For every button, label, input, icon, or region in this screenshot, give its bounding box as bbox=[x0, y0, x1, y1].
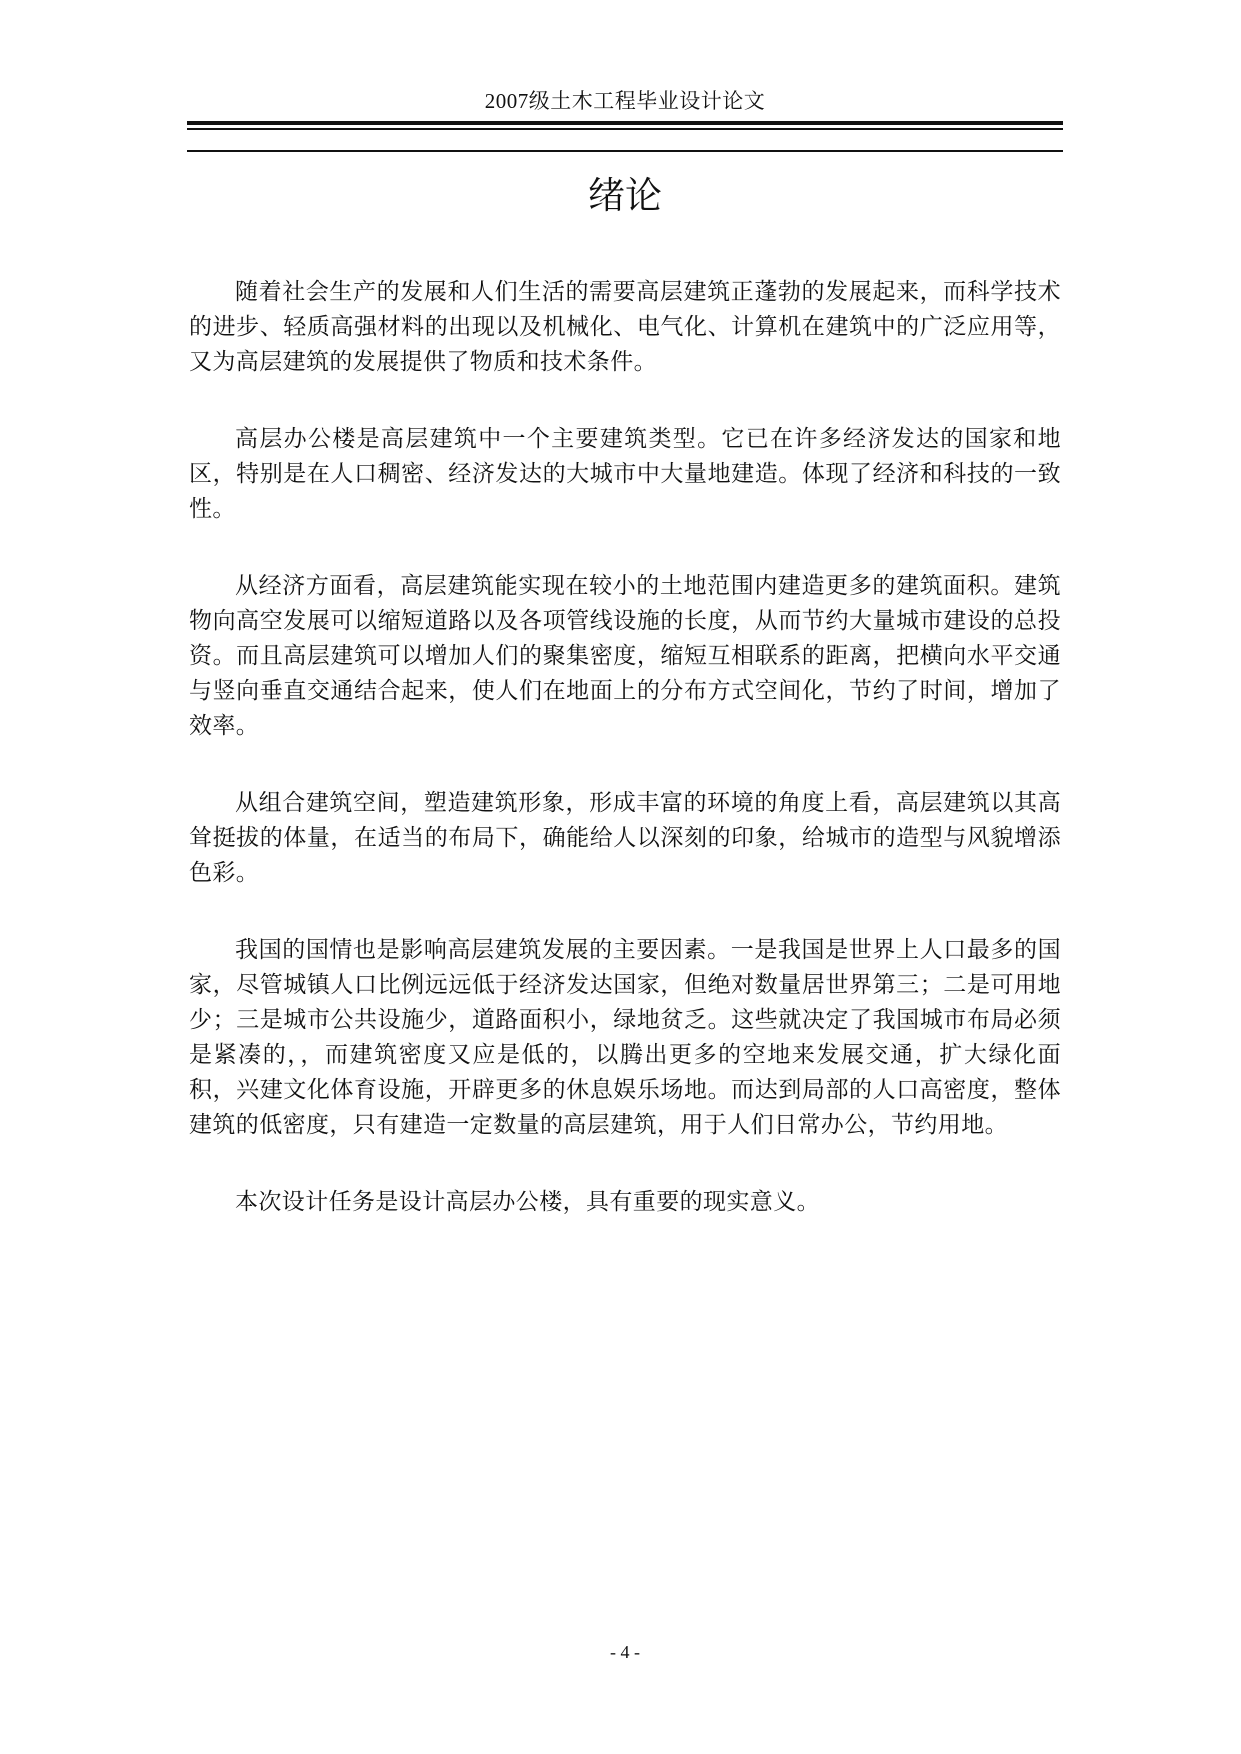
paragraph-1: 随着社会生产的发展和人们生活的需要高层建筑正蓬勃的发展起来，而科学技术的进步、轻质高强材料的出现以及机械化、电气化、计算机在建筑中的广泛应用等，又为高层建筑的发展提供了物质和技术条件。 bbox=[189, 279, 1061, 375]
paragraph-2: 高层办公楼是高层建筑中一个主要建筑类型。它已在许多经济发达的国家和地区，特别是在人口稠密、经济发达的大城市中大量地建造。体现了经济和科技的一致性。 bbox=[189, 426, 1061, 522]
header-rule-lower bbox=[187, 150, 1063, 152]
page-number: - 4 - bbox=[610, 1642, 640, 1662]
header-rule-thick bbox=[187, 121, 1063, 125]
paragraph-4: 从组合建筑空间，塑造建筑形象，形成丰富的环境的角度上看，高层建筑以其高耸挺拔的体量，在适当的布局下，确能给人以深刻的印象，给城市的造型与风貌增添色彩。 bbox=[189, 790, 1061, 886]
header-rule-thin bbox=[187, 128, 1063, 130]
paragraph-5: 我国的国情也是影响高层建筑发展的主要因素。一是我国是世界上人口最多的国家，尽管城镇人口比例远远低于经济发达国家，但绝对数量居世界第三；二是可用地少；三是城市公共设施少，道路面积小，绿地贫乏。这些就决定了我国城市布局必须是紧凑的，，而建筑密度又应是低的，以腾出更多的空地来发展交通，扩大绿化面积，兴建文化体育设施，开辟更多的休息娱乐场地。而达到局部的人口高密度，整体建筑的低密度，只有建造一定数量的高层建筑，用于人们日常办公，节约用地。 bbox=[189, 937, 1061, 1138]
body-text bbox=[189, 275, 1061, 1262]
paragraph-3: 从经济方面看，高层建筑能实现在较小的土地范围内建造更多的建筑面积。建筑物向高空发展可以缩短道路以及各项管线设施的长度，从而节约大量城市建设的总投资。而且高层建筑可以增加人们的聚集密度，缩短互相联系的距离，把横向水平交通与竖向垂直交通结合起来，使人们在地面上的分布方式空间化，节约了时间，增加了效率。 bbox=[189, 573, 1061, 739]
running-header: 2007级土木工程毕业设计论文 bbox=[484, 89, 766, 113]
page-title: 绪论 bbox=[588, 174, 662, 217]
paragraph-6: 本次设计任务是设计高层办公楼，具有重要的现实意义。 bbox=[235, 1189, 820, 1215]
